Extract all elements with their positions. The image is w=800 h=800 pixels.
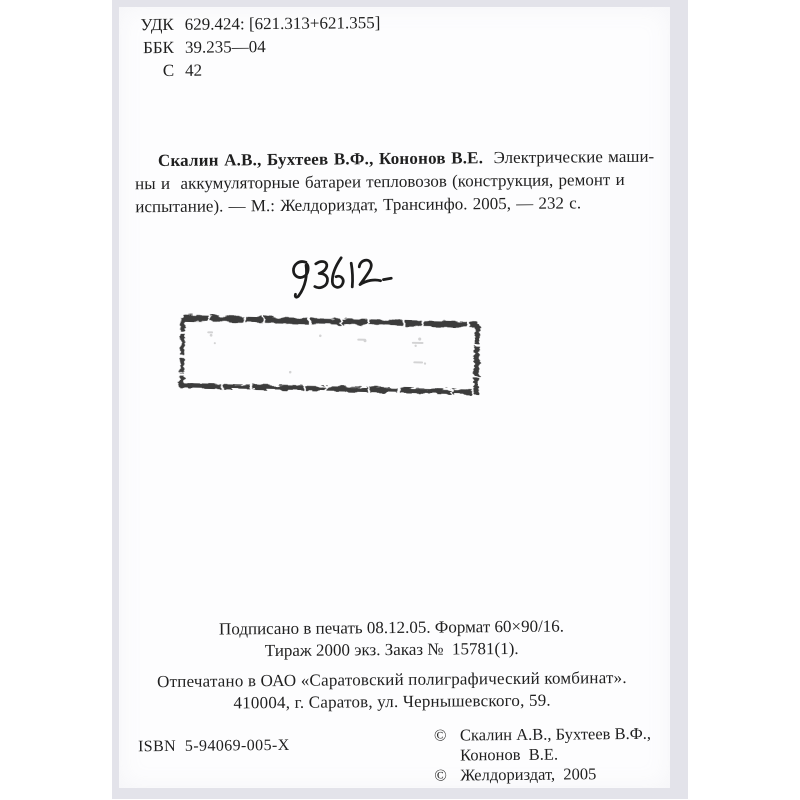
page-content [116,5,674,791]
imprint-line-date-format: Подписано в печать 08.12.05. Формат 60×90/16. [218,616,565,639]
printer-block [121,667,662,716]
copyright-publisher: Желдориздат, 2005 [460,764,597,785]
copyright-authors-line2: Кононов В.Е. [460,744,559,765]
stamp-border-right [476,325,478,392]
isbn: ISBN 5-94069-005-X [137,736,290,756]
imprint-page [119,7,670,788]
stamp-border-left [182,318,184,385]
digit-1 [351,263,353,287]
handwritten-number [283,248,403,305]
copyright-symbol-spacer [434,745,460,765]
copyright-symbol: © [434,765,447,785]
digit-2 [359,259,391,284]
digit-9 [293,261,309,297]
imprint-line-tirage-order: Тираж 2000 экз. Заказ № 15781(1). [264,638,519,661]
author-sign-value: 42 [185,60,203,80]
udk-value: 629.424: [621.313+621.355] [184,13,381,34]
author-sign-row [122,57,381,82]
classification-block [122,11,381,82]
digit-6 [331,258,343,288]
bibliographic-citation [135,145,681,219]
udk-label: УДК [140,14,174,35]
copyright-symbol: © [433,725,447,745]
copyright-authors-row [434,724,651,746]
bbk-value: 39.235—04 [184,37,266,57]
author-sign-label: С [162,60,175,81]
bbk-row [122,34,381,59]
stamp-faded-marks [206,331,426,376]
udk-row [122,11,381,36]
stamp-border-top [183,318,477,325]
citation-authors: Скалин А.В., Бухтеев В.Ф., Кононов В.Е. [157,148,484,171]
imprint-block [121,615,662,664]
copyright-block [434,724,652,786]
ink-stamp [173,307,487,402]
copyright-publisher-row [434,764,651,786]
stamp-border-bottom [180,385,479,392]
printer-address: 410004, г. Саратов, ул. Чернышевского, 59. [233,690,551,713]
citation-text: Электрические маши- ны и аккумуляторные батареи тепловозов (конструкция, ремонт и испытание). — М.: Желдориздат, Трансинфо. 2005, — 232 с. [135,146,655,217]
printer-name: Отпечатано в ОАО «Саратовский полиграфический комбинат». [157,667,627,692]
bbk-label: ББК [142,37,175,58]
digit-3 [314,261,328,288]
copyright-authors-row-2 [434,744,651,766]
copyright-authors-line1: Скалин А.В., Бухтеев В.Ф., [459,723,652,745]
